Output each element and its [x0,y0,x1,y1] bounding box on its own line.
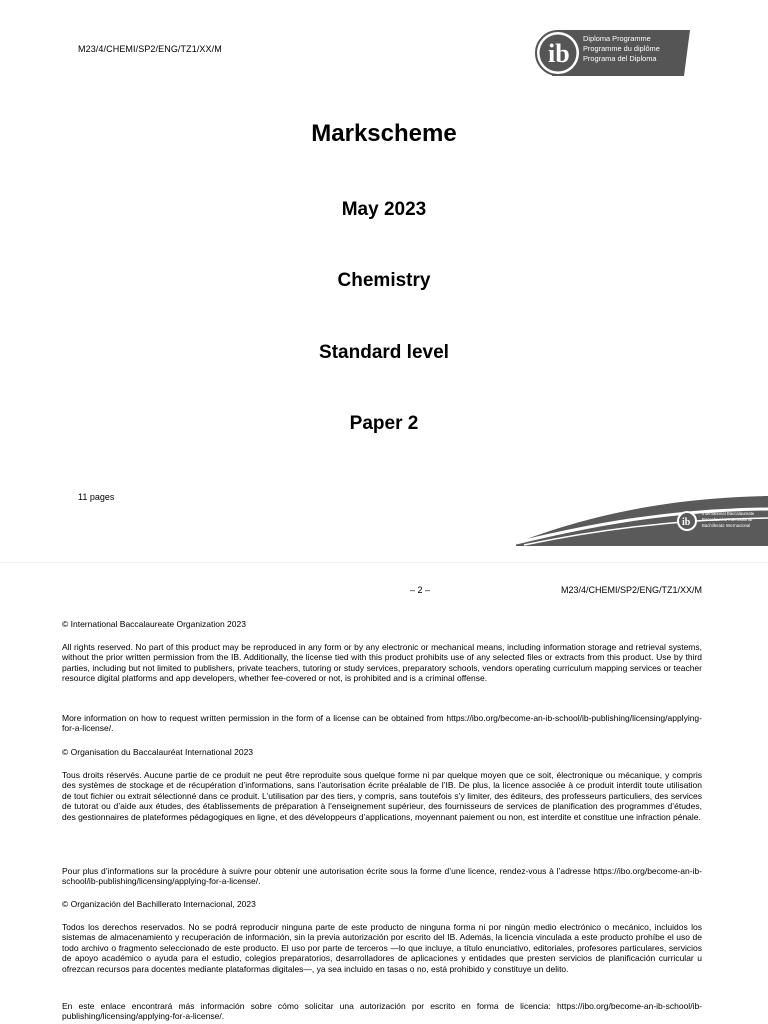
page-number: – 2 – [409,585,431,595]
page2-document-code: M23/4/CHEMI/SP2/ENG/TZ1/XX/M [560,585,702,595]
ib-diploma-logo [534,30,690,76]
rights-paragraph-fr: Tous droits réservés. Aucune partie de ce produit ne peut être reproduite sous quelque forme ni par quelque moyen que ce soit, électronique ou mécanique, y compris des systèmes de stockage et de récupération d’informations, sans l’autorisation écrite préalable de l’IB. De plus, la licence associée à ce produit interdit toute utilisation de tout fichier ou extrait sélectionné dans ce produit. L’utilisation par des tiers, y compris, sans toutefois s’y limiter, des éditeurs, des professeurs particuliers, des services de tutorat ou d’aide aux études, des établissements de préparation à l’enseignement supérieur, des fournisseurs de services de planification des programmes d’études, des gestionnaires de plateformes pédagogiques en ligne, et des développeurs d’applications, moyennant paiement ou non, est interdite et constitue une infraction pénale. [62,770,702,822]
footer-logo-line-1: International Baccalaureate [702,511,755,516]
document-title: Markscheme [311,120,457,147]
copyright-es: © Organización del Bachillerato Internacional, 2023 [62,899,256,909]
footer-logo-line-2: Baccalauréat International [702,517,752,522]
ib-footer-logo [516,490,768,546]
svg-text:ib: ib [682,517,691,528]
document-code: M23/4/CHEMI/SP2/ENG/TZ1/XX/M [78,44,222,54]
exam-session: May 2023 [341,199,427,220]
subject: Chemistry [337,270,431,291]
footer-swoosh-graphic [516,490,768,546]
logo-text [583,34,660,64]
page-divider [0,562,768,563]
rights-paragraph-es: Todos los derechos reservados. No se podrá reproducir ninguna parte de este producto de ninguna forma ni por ningún medio electrónico o mecánico, incluidos los sistemas de almacenamiento y recuperación de información, sin la previa autorización por escrito del IB. Además, la licencia vinculada a este producto prohíbe el uso de todo archivo o fragmento seleccionado de este producto. El uso por parte de terceros —lo que incluye, a título enunciativo, editoriales, profesores particulares, servicios de apoyo académico o ayuda para el estudio, colegios preparatorios, desarrolladores de aplicaciones y entidades que presten servicios de planificación curricular u ofrezcan recursos para docentes mediante plataformas digitales—, ya sea incluido en tasas o no, está prohibido y constituye un delito. [62,922,702,974]
paper-number: Paper 2 [349,413,419,434]
license-info-es: En este enlace encontrará más información sobre cómo solicitar una autorización por escrito en forma de licencia: https://ibo.org/become-an-ib-school/ib-publishing/licensing/applying-for-a-license/. [62,1001,702,1022]
copyright-ibo: © International Baccalaureate Organization 2023 [62,619,246,629]
logo-line-3: Programa del Diploma [583,54,657,63]
copyright-fr: © Organisation du Baccalauréat International 2023 [62,747,254,757]
license-info-en: More information on how to request written permission in the form of a license can be obtained from https://ibo.org/become-an-ib-school/ib-publishing/licensing/applying-for-a-license/. [62,713,702,734]
license-info-fr: Pour plus d’informations sur la procédure à suivre pour obtenir une autorisation écrite sous la forme d’une licence, rendez-vous à l’adresse https://ibo.org/become-an-ib-school/ib-publishing/licensing/applying-for-a-license/. [62,866,702,887]
level: Standard level [319,342,449,363]
logo-line-2: Programme du diplôme [583,44,660,53]
page-count: 11 pages [78,492,115,502]
footer-logo-line-3: Bachillerato Internacional [702,523,751,528]
ib-logo-letters: ib [548,39,570,68]
rights-paragraph-en: All rights reserved. No part of this product may be reproduced in any form or by any electronic or mechanical means, including information storage and retrieval systems, without the prior written permission from the IB. Additionally, the license tied with this product prohibits use of any selected files or extracts from this product. Use by third parties, including but not limited to publishers, private teachers, tutoring or study services, preparatory schools, vendors operating curriculum mapping services or teacher resource digital platforms and app developers, whether fee-covered or not, is prohibited and is a criminal offense. [62,642,702,684]
logo-line-1: Diploma Programme [583,34,651,43]
